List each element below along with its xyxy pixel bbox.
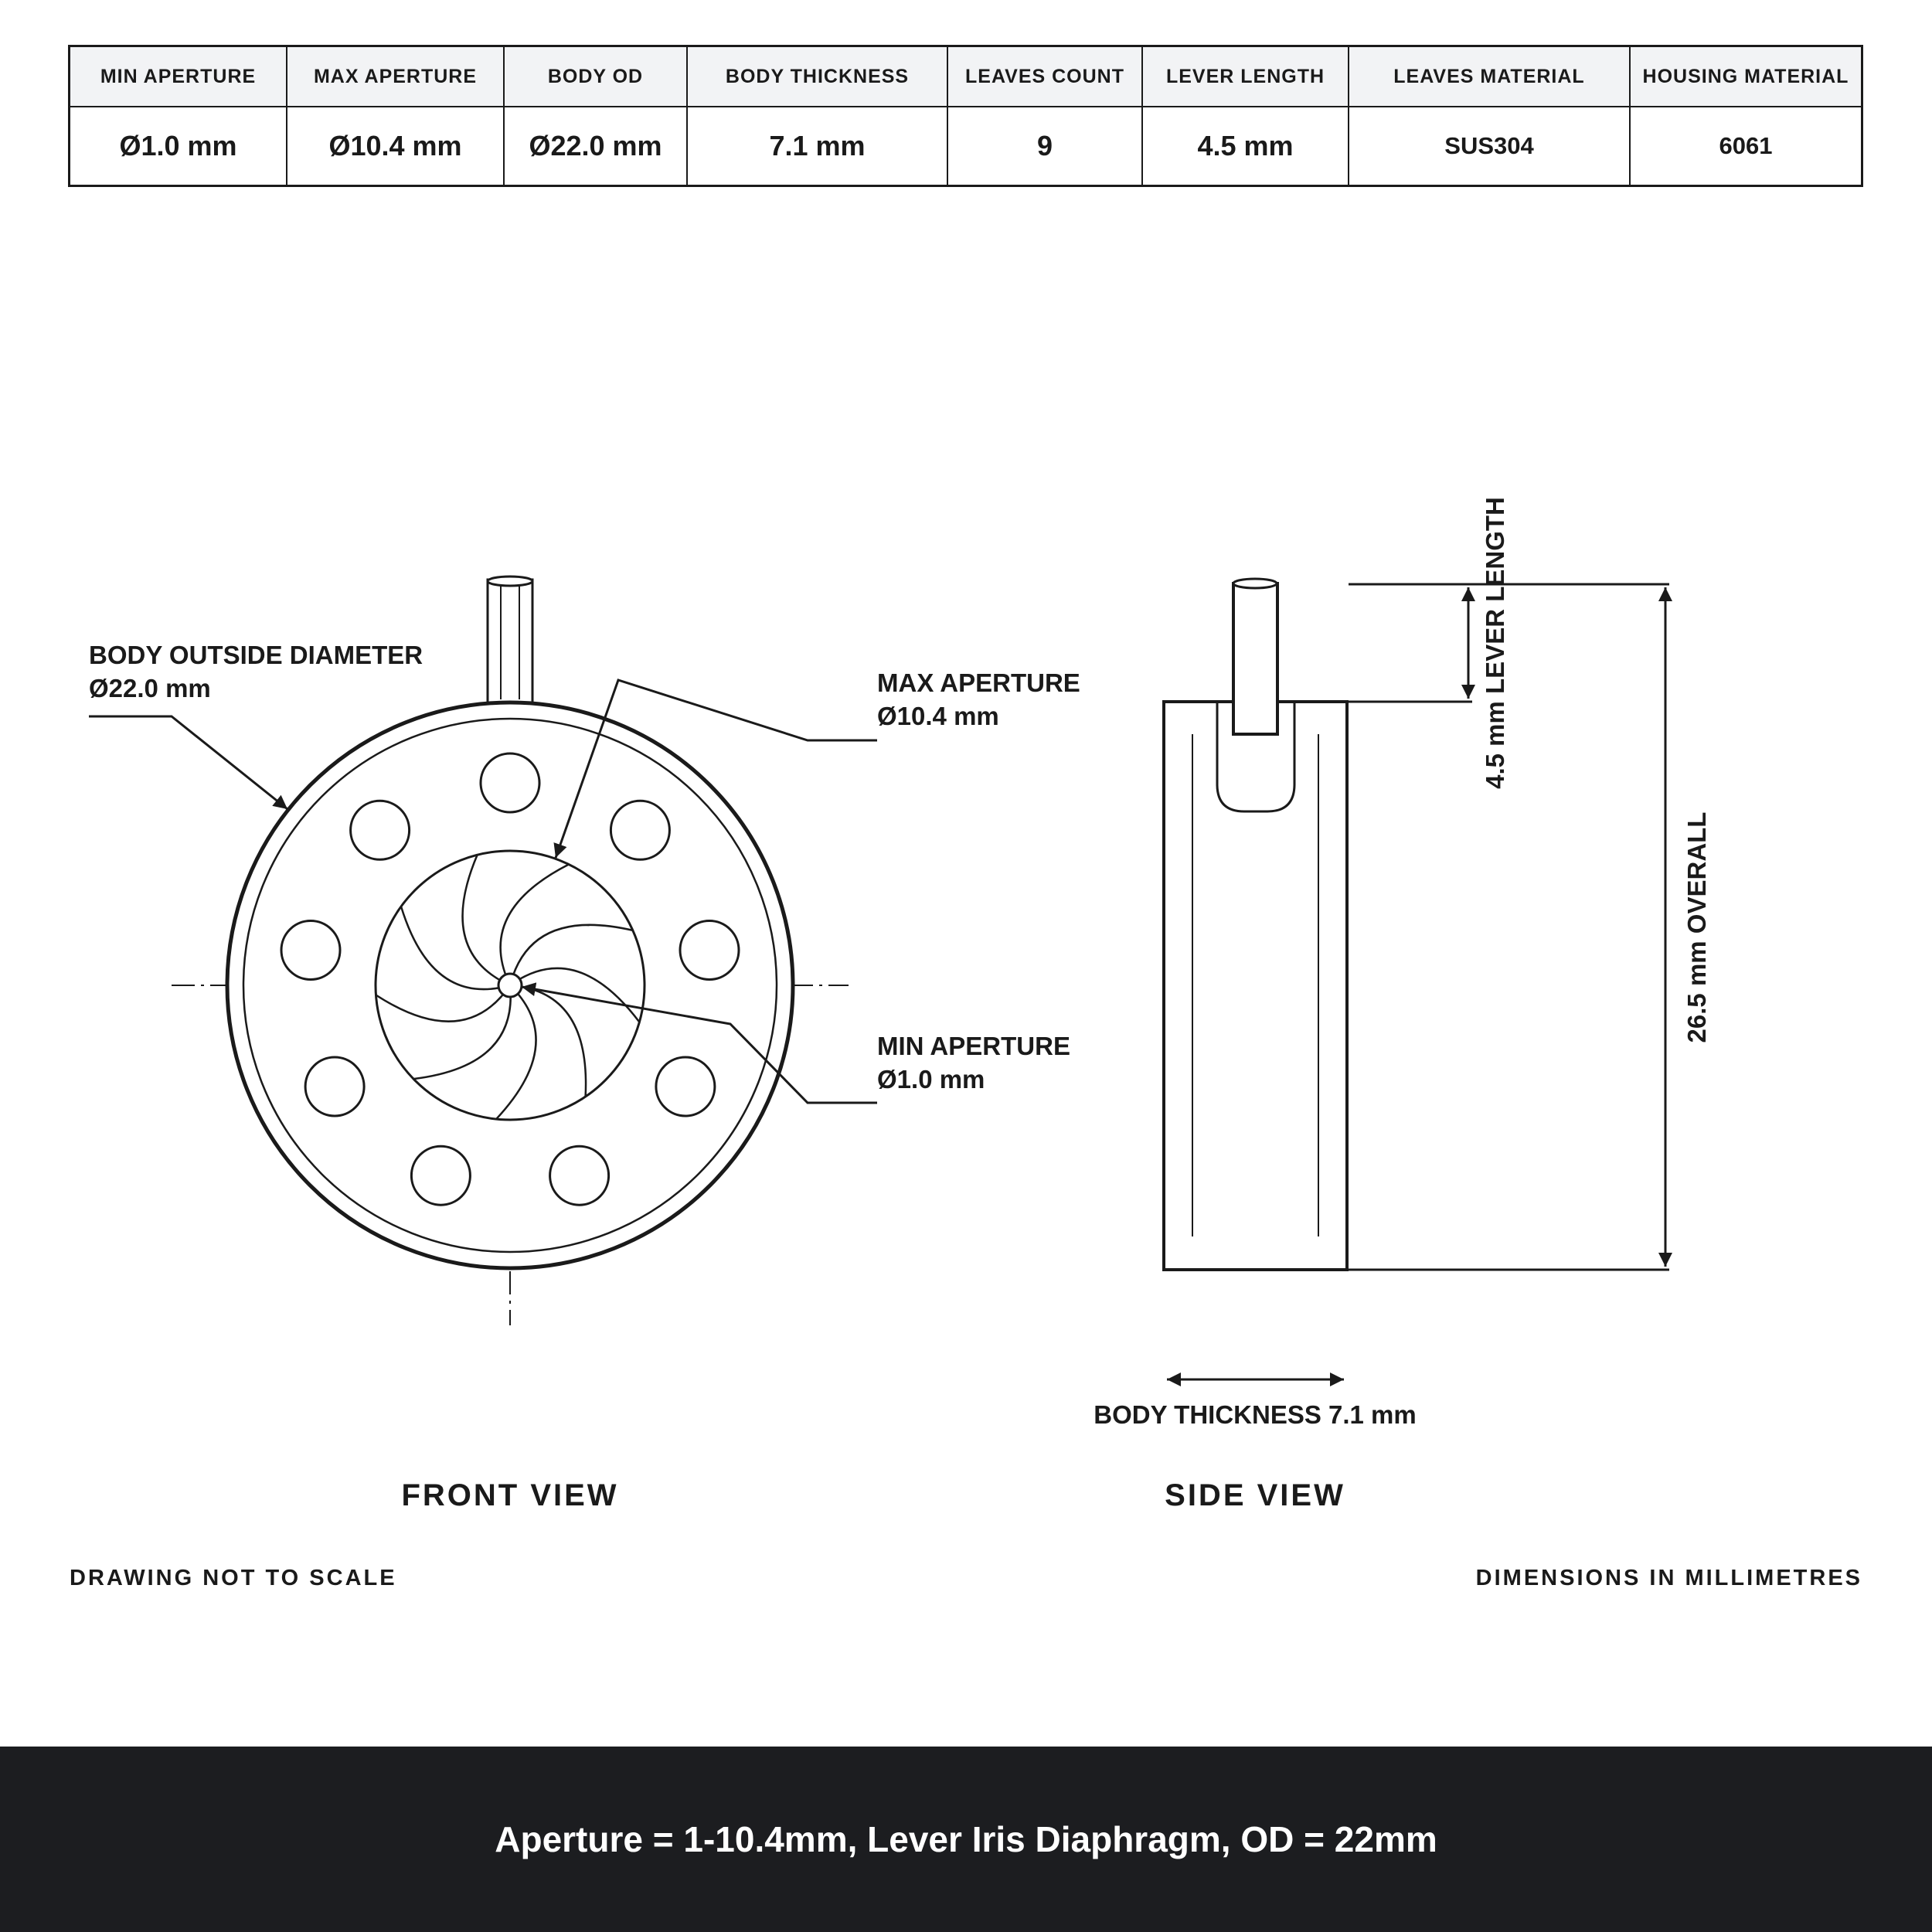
spec-value-leaves-material: SUS304 — [1349, 107, 1630, 186]
min-aperture-value: Ø1.0 mm — [877, 1065, 985, 1094]
side-body — [1164, 702, 1347, 1270]
spec-header-body-thickness: BODY THICKNESS — [687, 46, 947, 107]
body-od-leader — [89, 716, 287, 809]
spec-value-leaves-count: 9 — [947, 107, 1142, 186]
caption-bar — [0, 1747, 1932, 1932]
front-view-title: FRONT VIEW — [401, 1478, 619, 1512]
spec-value-body-thickness: 7.1 mm — [687, 107, 947, 186]
spec-header-leaves-material: LEAVES MATERIAL — [1349, 46, 1630, 107]
spec-value-housing-material: 6061 — [1630, 107, 1862, 186]
lever-length-dimension: 4.5 mm LEVER LENGTH — [1481, 497, 1509, 789]
lever-pin — [488, 580, 532, 703]
spec-header-leaves-count: LEAVES COUNT — [947, 46, 1142, 107]
spec-value-lever-length: 4.5 mm — [1142, 107, 1349, 186]
side-view-title: SIDE VIEW — [1165, 1478, 1345, 1512]
spec-header-body-od: BODY OD — [504, 46, 687, 107]
body-od-value: Ø22.0 mm — [89, 674, 211, 702]
aperture-min-circle — [498, 974, 522, 997]
side-view — [1164, 579, 1669, 1379]
spec-value-max-aperture: Ø10.4 mm — [287, 107, 504, 186]
body-od-label: BODY OUTSIDE DIAMETER — [89, 641, 423, 669]
body-thickness-dimension: BODY THICKNESS 7.1 mm — [1094, 1400, 1417, 1429]
side-lever-pin-top — [1233, 579, 1277, 588]
spec-header-max-aperture: MAX APERTURE — [287, 46, 504, 107]
caption-text: Aperture = 1-10.4mm, Lever Iris Diaphragm, OD = 22mm — [495, 1819, 1437, 1859]
lever-pin-top — [488, 577, 532, 586]
spec-header-min-aperture: MIN APERTURE — [70, 46, 287, 107]
spec-header-housing-material: HOUSING MATERIAL — [1630, 46, 1862, 107]
min-aperture-label: MIN APERTURE — [877, 1032, 1070, 1060]
max-aperture-label: MAX APERTURE — [877, 668, 1080, 697]
units-note: DIMENSIONS IN MILLIMETRES — [1475, 1566, 1862, 1590]
side-lever-pin — [1233, 583, 1277, 734]
max-aperture-value: Ø10.4 mm — [877, 702, 999, 730]
spec-value-min-aperture: Ø1.0 mm — [70, 107, 287, 186]
overall-dimension: 26.5 mm OVERALL — [1682, 811, 1711, 1043]
spec-header-lever-length: LEVER LENGTH — [1142, 46, 1349, 107]
not-to-scale-note: DRAWING NOT TO SCALE — [70, 1566, 397, 1590]
spec-value-body-od: Ø22.0 mm — [504, 107, 687, 186]
